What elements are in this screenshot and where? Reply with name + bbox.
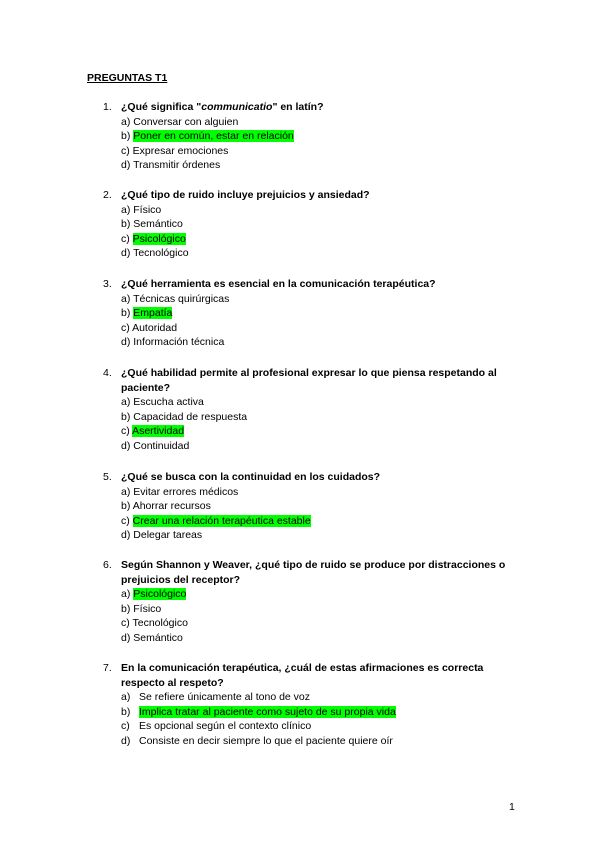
option-a: a) Escucha activa — [121, 396, 204, 409]
option-d: d) Delegar tareas — [121, 529, 203, 542]
option-d: d) Consiste en decir siempre lo que el paciente quiere oír — [121, 734, 393, 747]
option-b: b) Semántico — [121, 218, 183, 231]
option-a: a) Se refiere únicamente al tono de voz — [121, 691, 311, 704]
option-d: d) Continuidad — [121, 439, 190, 452]
question-number: 6. — [103, 559, 112, 571]
option-b: b) Empatía — [121, 307, 173, 320]
question-text: ¿Qué tipo de ruido incluye prejuicios y ansiedad? — [121, 189, 370, 201]
question-number: 2. — [103, 189, 112, 201]
question-7 — [103, 661, 513, 749]
question-text: ¿Qué habilidad permite al profesional expresar lo que piensa respetando al paciente? — [121, 367, 497, 394]
question-5 — [103, 470, 513, 543]
correct-answer-highlight: Crear una relación terapéutica estable — [132, 514, 311, 527]
correct-answer-highlight: Implica tratar al paciente como sujeto de su propia vida — [139, 705, 396, 718]
option-a: a) Físico — [121, 203, 162, 216]
question-number: 4. — [103, 367, 112, 379]
option-d: d) Transmitir órdenes — [121, 159, 221, 172]
correct-answer-highlight: Psicológico — [132, 232, 186, 245]
option-a: a) Técnicas quirúrgicas — [121, 292, 230, 305]
question-text: En la comunicación terapéutica, ¿cuál de estas afirmaciones es correcta respecto al respeto? — [121, 662, 484, 689]
option-c: c) Expresar emociones — [121, 144, 229, 157]
question-2 — [103, 188, 513, 261]
question-4 — [103, 366, 513, 454]
correct-answer-highlight: Poner en común, estar en relación — [133, 130, 294, 143]
correct-answer-highlight: Empatía — [133, 307, 173, 320]
page-number: 1 — [509, 801, 515, 813]
question-text: ¿Qué se busca con la continuidad en los cuidados? — [121, 471, 381, 483]
option-b: b) Capacidad de respuesta — [121, 410, 248, 423]
question-number: 3. — [103, 278, 112, 290]
option-c: c) Tecnológico — [121, 617, 188, 630]
question-6 — [103, 558, 513, 646]
correct-answer-highlight: Asertividad — [132, 425, 185, 438]
question-number: 7. — [103, 662, 112, 674]
correct-answer-highlight: Psicológico — [133, 588, 187, 601]
option-c: c) Psicológico — [121, 232, 186, 245]
option-c: c) Es opcional según el contexto clínico — [121, 720, 312, 733]
option-b: b) Físico — [121, 602, 162, 615]
option-a: a) Psicológico — [121, 588, 187, 601]
page-title: PREGUNTAS T1 — [87, 72, 168, 84]
question-text: ¿Qué herramienta es esencial en la comunicación terapéutica? — [121, 278, 436, 290]
question-number: 1. — [103, 101, 112, 113]
option-a: a) Conversar con alguien — [121, 115, 239, 128]
question-1 — [103, 100, 513, 173]
option-b: b) Implica tratar al paciente como sujeto de su propia vida — [121, 705, 396, 718]
option-d: d) Semántico — [121, 631, 183, 644]
option-c: c) Crear una relación terapéutica estable — [121, 514, 311, 527]
option-a: a) Evitar errores médicos — [121, 485, 239, 498]
option-d: d) Tecnológico — [121, 247, 189, 260]
option-b: b) Poner en común, estar en relación — [121, 130, 294, 143]
option-b: b) Ahorrar recursos — [121, 500, 211, 513]
question-text: ¿Qué significa "communicatio" en latín? — [121, 101, 324, 113]
option-c: c) Autoridad — [121, 321, 178, 334]
question-text: Según Shannon y Weaver, ¿qué tipo de ruido se produce por distracciones o prejuicios del receptor? — [121, 559, 506, 586]
option-d: d) Información técnica — [121, 336, 225, 349]
question-number: 5. — [103, 471, 112, 483]
option-c: c) Asertividad — [121, 425, 185, 438]
question-3 — [103, 277, 513, 350]
